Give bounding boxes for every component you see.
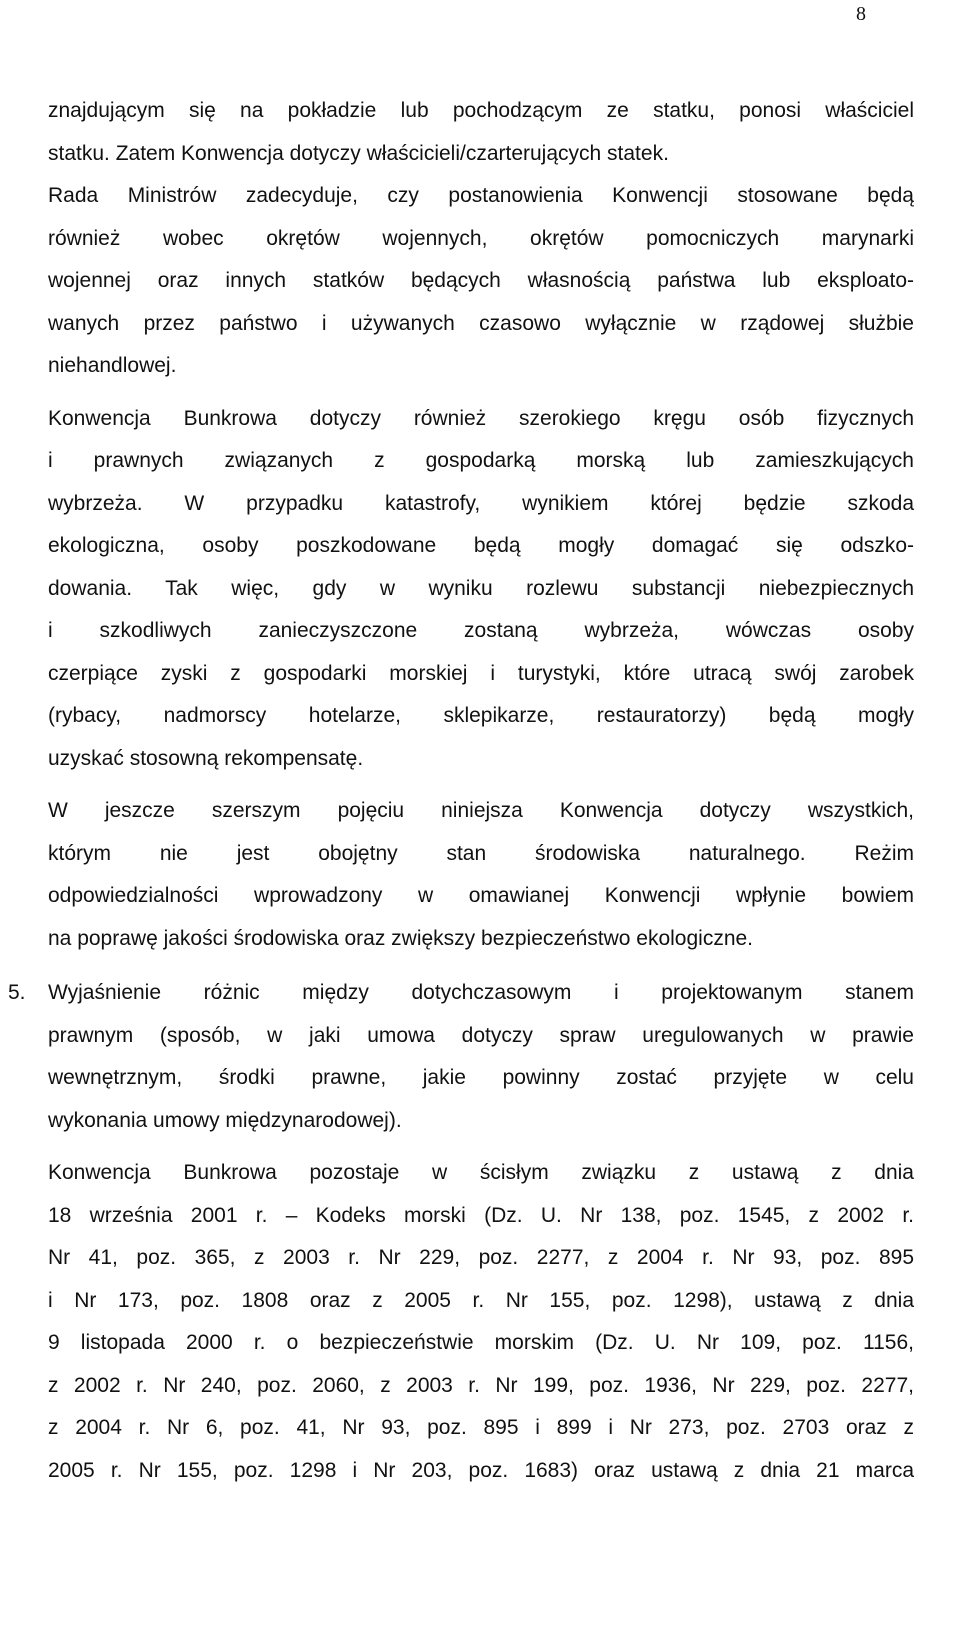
- text-line: Konwencja Bunkrowa dotyczy również szerokiego kręgu osób fizycznych: [48, 406, 914, 430]
- text-line: niehandlowej.: [48, 354, 177, 377]
- section-heading: [48, 972, 914, 1142]
- paragraph-shipowner-liability: [48, 90, 914, 175]
- text-line: Nr 41, poz. 365, z 2003 r. Nr 229, poz. 2277, z 2004 r. Nr 93, poz. 895: [48, 1246, 914, 1269]
- text-line: prawnym (sposób, w jaki umowa dotyczy spraw uregulowanych w prawie: [48, 1023, 914, 1047]
- text-line: Rada Ministrów zadecyduje, czy postanowienia Konwencji stosowane będą: [48, 184, 914, 207]
- text-line: na poprawę jakości środowiska oraz zwiększy bezpieczeństwo ekologiczne.: [48, 926, 754, 950]
- section-5: [8, 972, 914, 1492]
- text-line: Konwencja Bunkrowa pozostaje w ścisłym związku z ustawą z dnia: [48, 1161, 914, 1184]
- text-line: wojennej oraz innych statków będących własnością państwa lub eksploato-: [48, 269, 914, 292]
- paragraph-council-of-ministers: [48, 175, 914, 388]
- section-number: 5.: [8, 981, 26, 1004]
- paragraph-related-legislation: [48, 1152, 914, 1492]
- text-line: wykonania umowy międzynarodowej).: [48, 1108, 402, 1132]
- paragraph-environment: [48, 790, 914, 960]
- text-line: Wyjaśnienie różnic między dotychczasowym i projektowanym stanem: [48, 981, 914, 1004]
- text-line: znajdującym się na pokładzie lub pochodzącym ze statku, ponosi właściciel: [48, 99, 914, 122]
- page-number: 8: [856, 3, 866, 25]
- text-line: W jeszcze szerszym pojęciu niniejsza Konwencja dotyczy wszystkich,: [48, 799, 914, 822]
- text-line: i szkodliwych zanieczyszczone zostaną wybrzeża, wówczas osoby: [48, 619, 914, 642]
- text-line: również wobec okrętów wojennych, okrętów pomocniczych marynarki: [48, 226, 914, 250]
- text-line: uzyskać stosowną rekompensatę.: [48, 746, 364, 770]
- text-line: i Nr 173, poz. 1808 oraz z 2005 r. Nr 155, poz. 1298), ustawą z dnia: [48, 1288, 914, 1312]
- document-body: [8, 90, 914, 1492]
- text-line: którym nie jest obojętny stan środowiska naturalnego. Reżim: [48, 841, 914, 865]
- text-line: czerpiące zyski z gospodarki morskiej i turystyki, które utracą swój zarobek: [48, 661, 914, 685]
- text-line: (rybacy, nadmorscy hotelarze, sklepikarze, restauratorzy) będą mogły: [48, 704, 914, 727]
- text-line: wanych przez państwo i używanych czasowo wyłącznie w rządowej służbie: [48, 311, 914, 335]
- text-line: i prawnych związanych z gospodarką morską lub zamieszkujących: [48, 449, 914, 472]
- text-line: 9 listopada 2000 r. o bezpieczeństwie morskim (Dz. U. Nr 109, poz. 1156,: [48, 1331, 914, 1354]
- paragraph-affected-persons: [48, 398, 914, 781]
- text-line: z 2004 r. Nr 6, poz. 41, Nr 93, poz. 895 i 899 i Nr 273, poz. 2703 oraz z: [48, 1416, 914, 1439]
- text-line: z 2002 r. Nr 240, poz. 2060, z 2003 r. Nr 199, poz. 1936, Nr 229, poz. 2277,: [48, 1373, 914, 1397]
- text-line: 18 września 2001 r. – Kodeks morski (Dz. U. Nr 138, poz. 1545, z 2002 r.: [48, 1203, 914, 1227]
- text-line: odpowiedzialności wprowadzony w omawianej Konwencji wpłynie bowiem: [48, 884, 914, 907]
- text-line: ekologiczna, osoby poszkodowane będą mogły domagać się odszko-: [48, 534, 914, 557]
- text-line: wybrzeża. W przypadku katastrofy, wynikiem której będzie szkoda: [48, 491, 914, 515]
- text-line: 2005 r. Nr 155, poz. 1298 i Nr 203, poz. 1683) oraz ustawą z dnia 21 marca: [48, 1458, 914, 1482]
- text-line: statku. Zatem Konwencja dotyczy właścicieli/czarterujących statek.: [48, 141, 669, 165]
- text-line: dowania. Tak więc, gdy w wyniku rozlewu substancji niebezpiecznych: [48, 576, 914, 600]
- text-line: wewnętrznym, środki prawne, jakie powinny zostać przyjęte w celu: [48, 1066, 914, 1089]
